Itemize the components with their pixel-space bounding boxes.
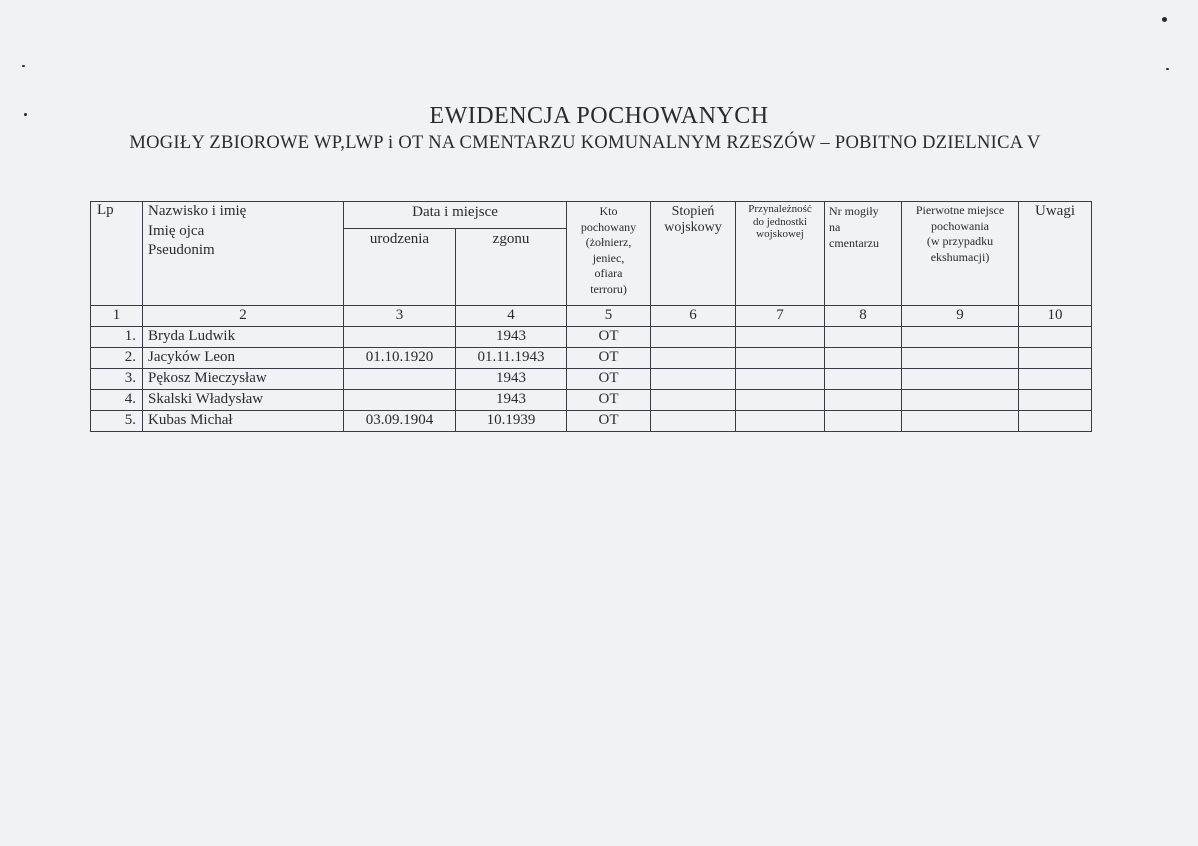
header-orig-line: ekshumacji) [930,249,990,264]
header-unit-line: do jednostki [752,215,808,228]
cell-death: 01.11.1943 [456,348,567,369]
column-number: 5 [567,306,651,327]
cell-orig [902,411,1019,432]
table-row [91,411,1092,432]
cell-notes [1019,390,1092,411]
cell-notes [1019,411,1092,432]
cell-death: 1943 [456,327,567,348]
table-row [91,327,1092,348]
header-kto-line: ofiara [594,266,623,281]
cell-name: Skalski Władysław [143,390,344,411]
cell-unit [736,369,825,390]
header-kto-line: Kto [599,204,618,218]
header-birth: urodzenia [344,229,456,306]
cell-kto: OT [567,411,651,432]
scan-speck [22,65,25,67]
cell-orig [902,369,1019,390]
cell-name: Bryda Ludwik [143,327,344,348]
header-rank-line: Stopień [671,204,715,219]
column-number: 8 [825,306,902,327]
cell-grave [825,390,902,411]
cell-death: 1943 [456,369,567,390]
cell-unit [736,348,825,369]
cell-name: Kubas Michał [143,411,344,432]
cell-kto: OT [567,327,651,348]
header-orig-line: (w przypadku [926,234,994,249]
cell-notes [1019,327,1092,348]
column-number-row [91,306,1092,327]
header-kto-line: pochowany [580,219,637,234]
cell-unit [736,327,825,348]
burial-register-table [90,201,1092,432]
cell-kto: OT [567,348,651,369]
header-rank [651,202,736,306]
cell-grave [825,411,902,432]
header-name-line: Nazwisko i imię [148,203,247,219]
cell-lp: 4. [91,390,143,411]
cell-birth: 01.10.1920 [344,348,456,369]
header-unit-line: wojskowej [756,228,804,241]
cell-grave [825,348,902,369]
header-name-line: Pseudonim [148,242,215,258]
cell-rank [651,390,736,411]
header-rank-line: wojskowy [664,220,722,236]
cell-grave [825,369,902,390]
cell-rank [651,348,736,369]
header-orig-line: pochowania [931,218,989,233]
cell-grave [825,327,902,348]
header-orig-line: Pierwotne miejsce [915,203,1005,217]
column-number: 3 [344,306,456,327]
cell-orig [902,327,1019,348]
cell-name: Pękosz Mieczysław [143,369,344,390]
header-lp: Lp [91,202,143,306]
cell-death: 10.1939 [456,411,567,432]
cell-lp: 3. [91,369,143,390]
column-number: 1 [91,306,143,327]
header-kto-pochowany [567,202,651,306]
cell-kto: OT [567,369,651,390]
cell-lp: 1. [91,327,143,348]
table-row [91,390,1092,411]
document-subtitle: MOGIŁY ZBIOROWE WP,LWP i OT NA CMENTARZU KOMUNALNYM RZESZÓW – POBITNO DZIELNICA V [129,133,1041,153]
table-row [91,348,1092,369]
column-number: 4 [456,306,567,327]
cell-birth [344,327,456,348]
header-grave-line: Nr mogiły [829,204,879,218]
cell-notes [1019,348,1092,369]
header-date-place: Data i miejsce [344,202,567,229]
header-original-burial [902,202,1019,306]
header-death: zgonu [456,229,567,306]
header-kto-line: jeniec, [592,250,625,265]
cell-orig [902,390,1019,411]
cell-birth [344,369,456,390]
header-kto-line: (żołnierz, [585,235,632,250]
column-number: 6 [651,306,736,327]
header-grave-number [825,202,902,306]
column-number: 2 [143,306,344,327]
header-name [143,202,344,306]
cell-death: 1943 [456,390,567,411]
cell-lp: 5. [91,411,143,432]
header-notes: Uwagi [1019,202,1092,306]
column-number: 7 [736,306,825,327]
cell-unit [736,390,825,411]
cell-kto: OT [567,390,651,411]
cell-rank [651,369,736,390]
cell-notes [1019,369,1092,390]
scan-speck [1162,17,1167,22]
cell-birth: 03.09.1904 [344,411,456,432]
document-title: EWIDENCJA POCHOWANYCH [429,103,769,129]
header-grave-line: na [829,220,841,235]
cell-name: Jacyków Leon [143,348,344,369]
table-row [91,369,1092,390]
column-number: 10 [1019,306,1092,327]
cell-orig [902,348,1019,369]
header-row-top [91,202,1092,229]
cell-birth [344,390,456,411]
column-number: 9 [902,306,1019,327]
header-kto-line: terroru) [590,281,627,296]
header-name-line: Imię ojca [148,222,205,239]
header-grave-line: cmentarzu [829,236,879,251]
header-unit [736,202,825,306]
cell-lp: 2. [91,348,143,369]
cell-unit [736,411,825,432]
cell-rank [651,411,736,432]
cell-rank [651,327,736,348]
header-unit-line: Przynależność [748,203,812,215]
scan-speck [1166,68,1169,70]
